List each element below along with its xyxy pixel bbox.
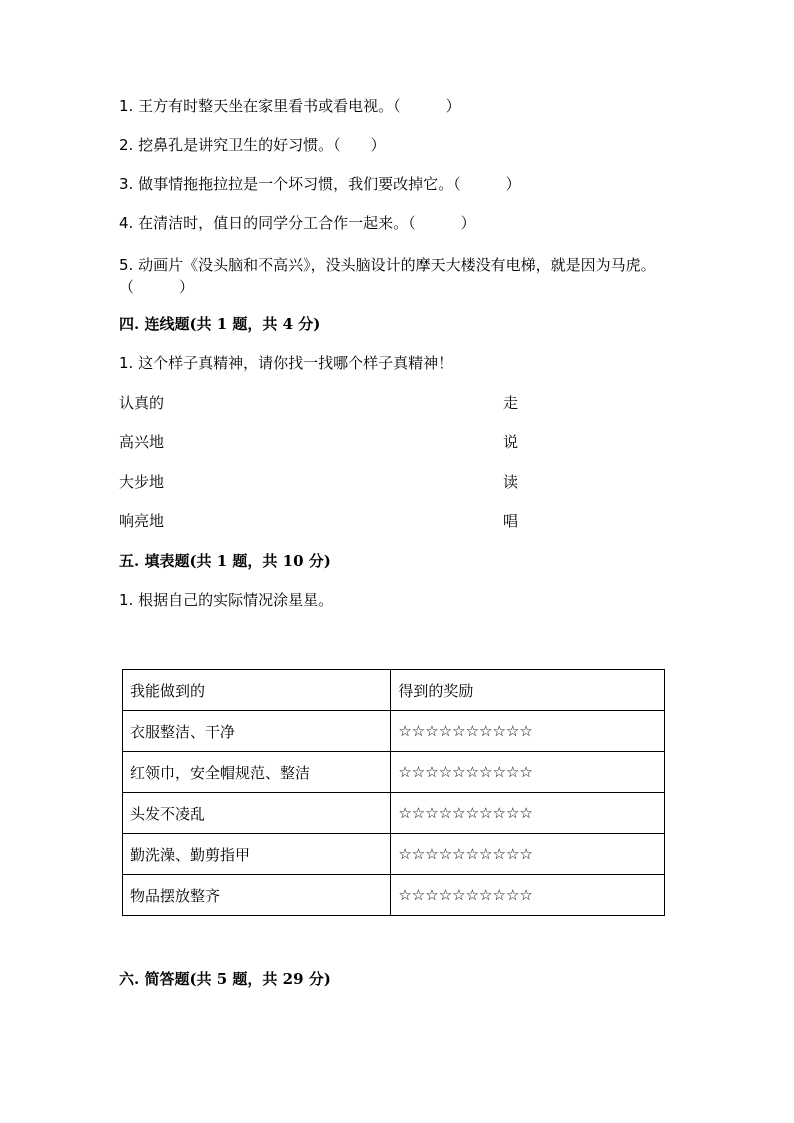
table-row — [123, 793, 665, 834]
table-cell-stars[interactable]: ☆☆☆☆☆☆☆☆☆☆ — [391, 834, 665, 875]
section-4-heading: 四. 连线题(共 1 题，共 4 分) — [119, 315, 321, 333]
table-cell-stars[interactable]: ☆☆☆☆☆☆☆☆☆☆ — [391, 711, 665, 752]
table-cell-item: 红领巾，安全帽规范、整洁 — [123, 752, 391, 793]
match-left-item: 响亮地 — [119, 512, 165, 530]
table-cell-item: 头发不凌乱 — [123, 793, 391, 834]
match-right-item: 唱 — [503, 512, 519, 530]
judgment-item-5: 5. 动画片《没头脑和不高兴》，没头脑设计的摩天大楼没有电梯，就是因为马虎。（ ） — [119, 256, 656, 296]
table-cell-item: 勤洗澡、勤剪指甲 — [123, 834, 391, 875]
match-right-item: 走 — [503, 394, 519, 412]
match-left-item: 高兴地 — [119, 433, 165, 451]
table-row — [123, 711, 665, 752]
table-cell-item: 衣服整洁、干净 — [123, 711, 391, 752]
table-row — [123, 834, 665, 875]
star-rating-table — [122, 669, 665, 916]
table-cell-stars[interactable]: ☆☆☆☆☆☆☆☆☆☆ — [391, 875, 665, 916]
section-5-heading: 五. 填表题(共 1 题，共 10 分) — [119, 552, 331, 570]
judgment-item-4: 4. 在清洁时，值日的同学分工合作一起来。（ ） — [119, 214, 476, 232]
table-header-row — [123, 670, 665, 711]
table-header-cell: 我能做到的 — [123, 670, 391, 711]
match-right-item: 说 — [503, 433, 519, 451]
table-row — [123, 752, 665, 793]
section-5-question: 1. 根据自己的实际情况涂星星。 — [119, 591, 334, 609]
section-4-question: 1. 这个样子真精神，请你找一找哪个样子真精神！ — [119, 354, 454, 372]
table-row — [123, 875, 665, 916]
section-6-heading: 六. 简答题(共 5 题，共 29 分) — [119, 970, 331, 988]
judgment-item-2: 2. 挖鼻孔是讲究卫生的好习惯。（ ） — [119, 136, 386, 154]
table-cell-item: 物品摆放整齐 — [123, 875, 391, 916]
table-cell-stars[interactable]: ☆☆☆☆☆☆☆☆☆☆ — [391, 752, 665, 793]
match-right-item: 读 — [503, 473, 519, 491]
table-header-cell: 得到的奖励 — [391, 670, 665, 711]
table-cell-stars[interactable]: ☆☆☆☆☆☆☆☆☆☆ — [391, 793, 665, 834]
match-left-item: 大步地 — [119, 473, 165, 491]
judgment-item-3: 3. 做事情拖拖拉拉是一个坏习惯，我们要改掉它。（ ） — [119, 175, 521, 193]
match-left-item: 认真的 — [119, 394, 165, 412]
judgment-item-1: 1. 王方有时整天坐在家里看书或看电视。（ ） — [119, 97, 461, 115]
